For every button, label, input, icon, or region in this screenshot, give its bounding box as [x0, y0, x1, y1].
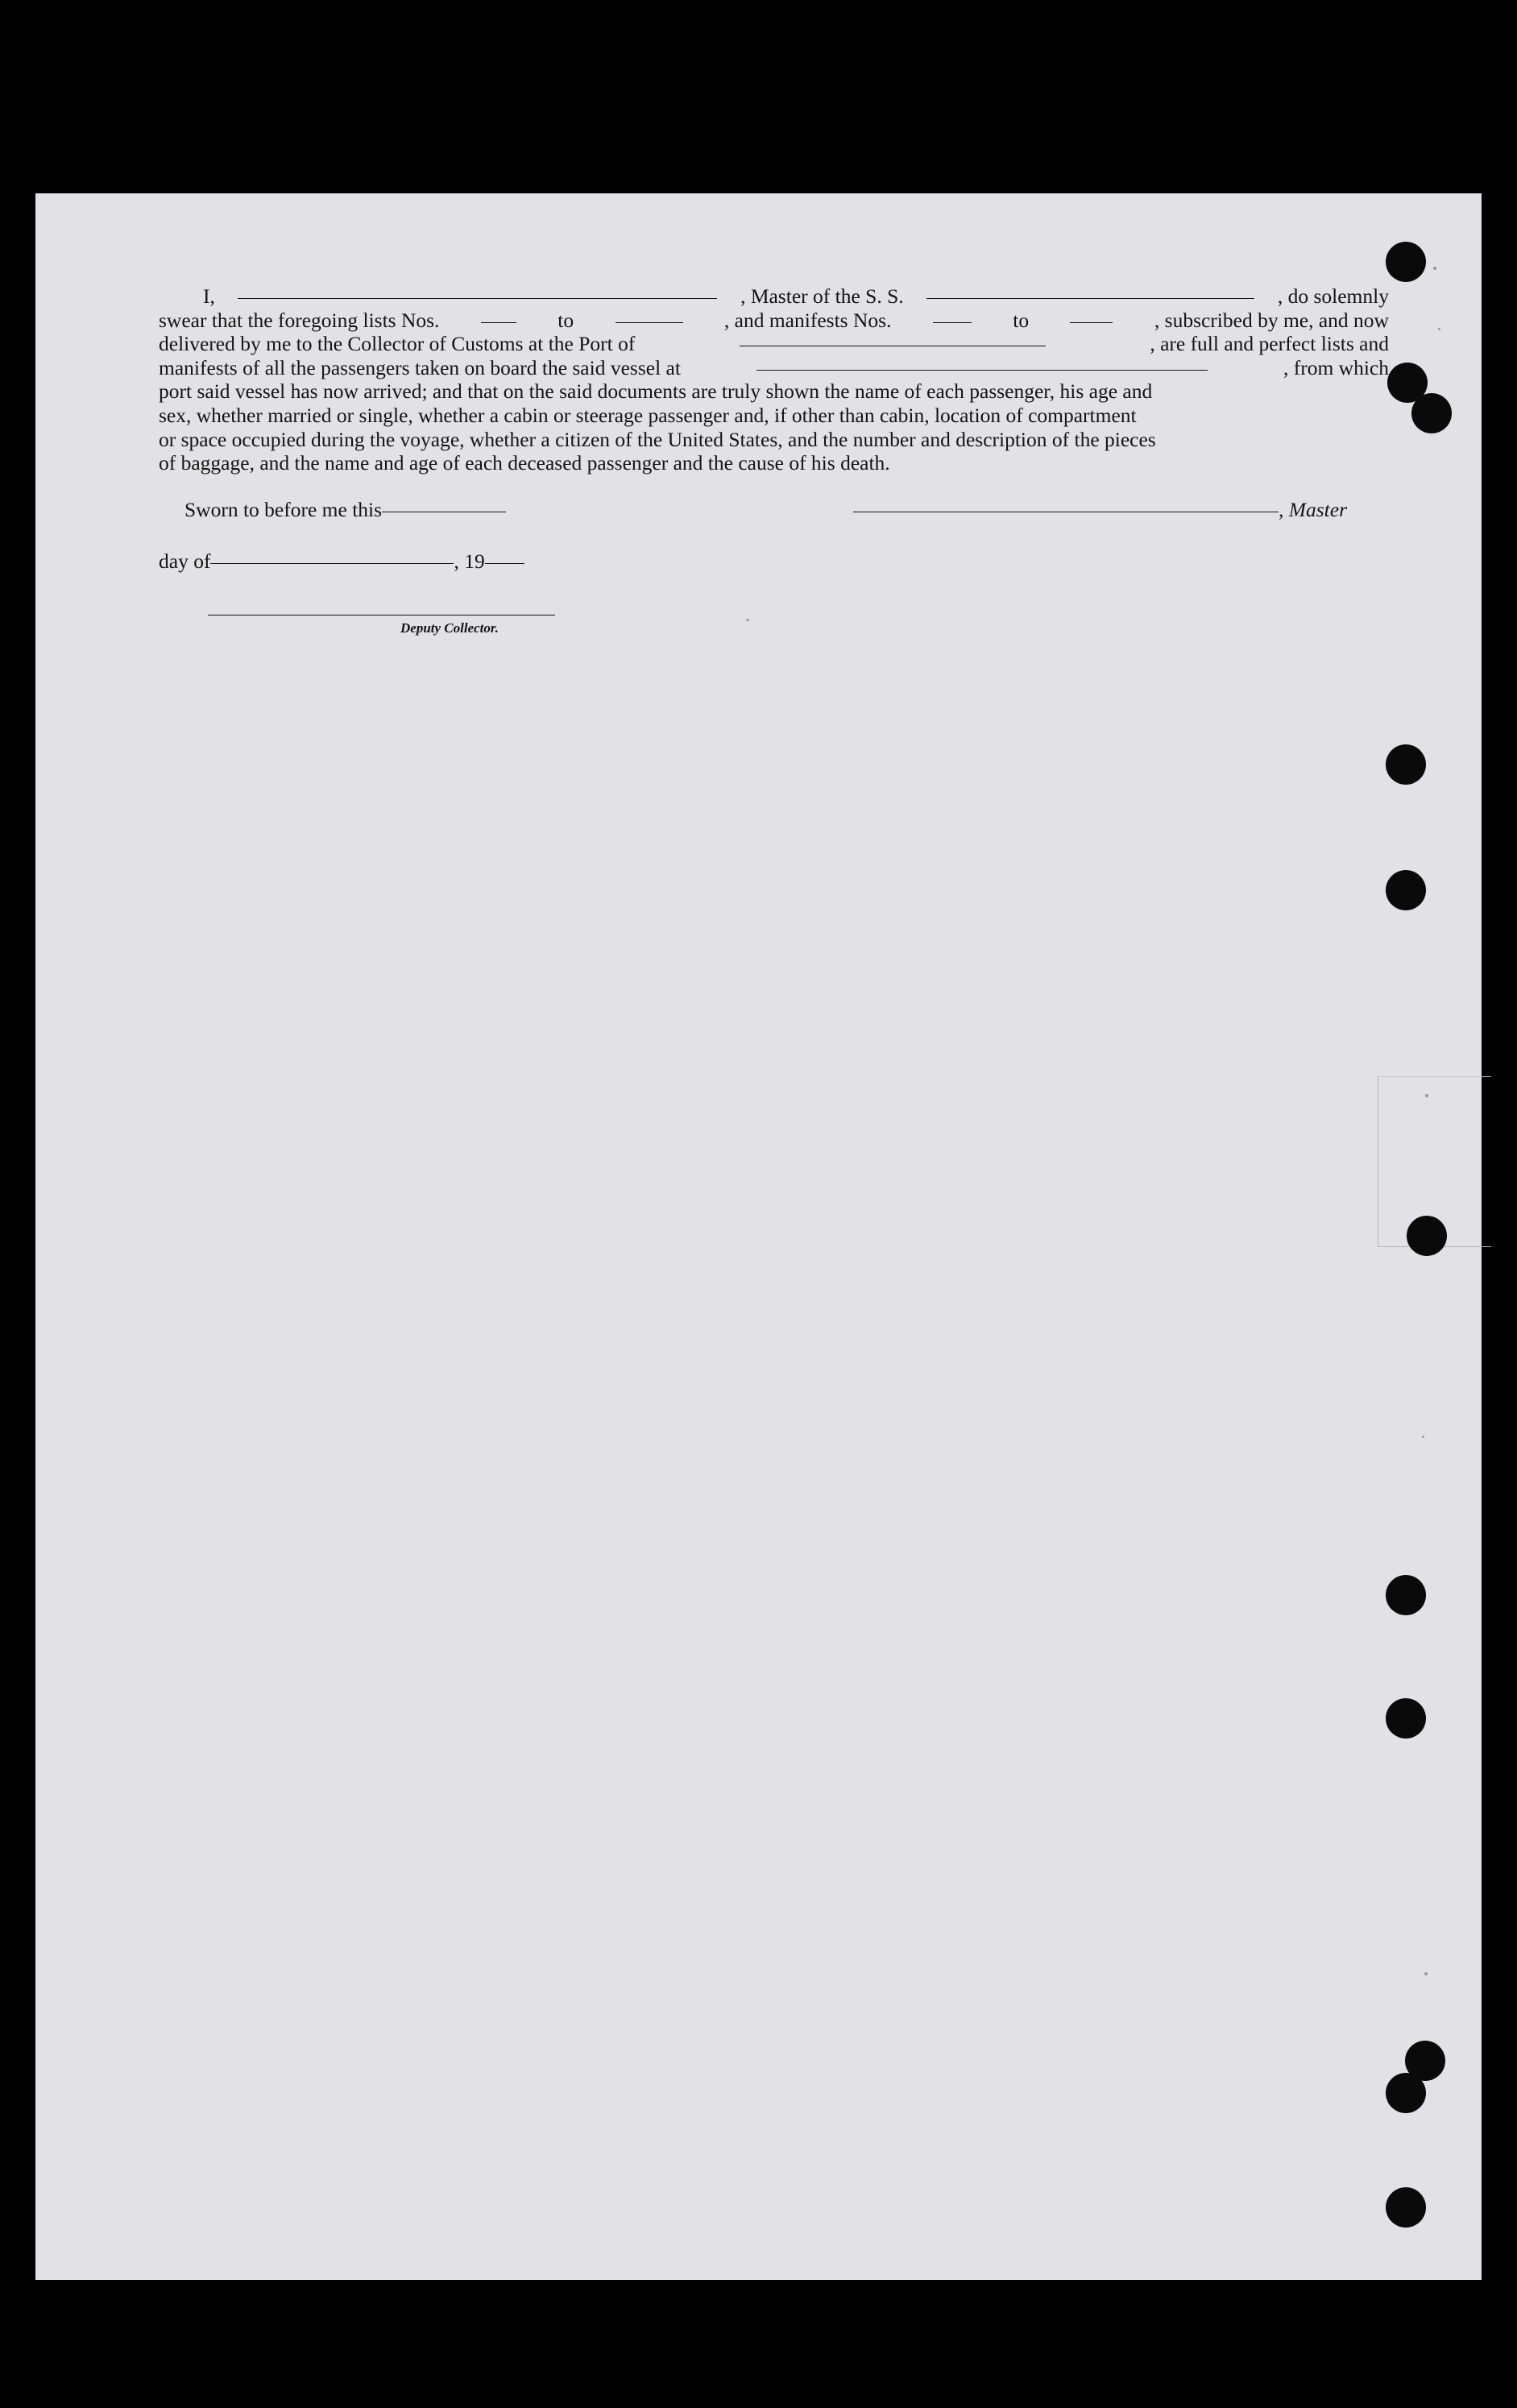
oath-line-5: [159, 379, 1389, 404]
oath-text: , do solemnly: [1277, 284, 1389, 308]
speck: [1424, 1972, 1428, 1975]
sworn-label: Sworn to before me this: [184, 498, 383, 521]
punch-hole: [1407, 1216, 1447, 1256]
speck: [1433, 267, 1436, 270]
master-signature-row: [853, 498, 1347, 522]
master-name-blank[interactable]: [238, 297, 717, 299]
punch-hole: [1386, 1575, 1426, 1615]
oath-line-7: [159, 428, 1389, 452]
year-prefix: , 19: [454, 549, 485, 573]
speck: [1425, 1094, 1428, 1097]
manifests-from-blank[interactable]: [933, 321, 972, 323]
punch-hole: [1386, 2187, 1426, 2228]
oath-text: or space occupied during the voyage, whether a citizen of the United States, and the number and description of the pieces: [159, 427, 1156, 451]
oath-line-8: [159, 451, 1389, 475]
oath-text: port said vessel has now arrived; and that on the said documents are truly shown the name of each passenger, his age and: [159, 379, 1153, 404]
oath-text: , from which: [1283, 355, 1389, 379]
lists-from-blank[interactable]: [481, 321, 516, 323]
manifests-to-blank[interactable]: [1070, 321, 1113, 323]
oath-text: sex, whether married or single, whether a cabin or steerage passenger and, if other than cabin, location of compartment: [159, 403, 1137, 427]
punch-hole: [1386, 2073, 1426, 2113]
oath-line-3: [159, 332, 1389, 356]
oath-paragraph: [159, 284, 1389, 475]
punch-hole: [1386, 242, 1426, 282]
oath-text: swear that the foregoing lists Nos.: [159, 308, 440, 332]
oath-line-4: [159, 356, 1389, 380]
speck: [746, 619, 749, 621]
sworn-row: [184, 498, 506, 522]
speck: [1422, 1436, 1424, 1438]
punch-hole: [1386, 870, 1426, 910]
oath-text: delivered by me to the Collector of Customs at the Port of: [159, 332, 636, 356]
embark-port-blank[interactable]: [756, 369, 1208, 371]
master-signature-blank[interactable]: [853, 511, 1279, 512]
oath-text: to: [1013, 308, 1030, 332]
punch-hole: [1386, 744, 1426, 785]
day-of-row: [159, 549, 524, 574]
master-label: , Master: [1279, 498, 1347, 521]
oath-text: to: [557, 308, 574, 332]
speck: [1438, 328, 1440, 330]
punch-hole: [1411, 393, 1452, 433]
deputy-collector-label: Deputy Collector.: [400, 620, 499, 636]
oath-text: manifests of all the passengers taken on board the said vessel at: [159, 355, 681, 379]
oath-text: of baggage, and the name and age of each deceased passenger and the cause of his death.: [159, 451, 890, 475]
vessel-name-blank[interactable]: [926, 297, 1254, 299]
form-sheet: [35, 193, 1482, 2280]
oath-text: , Master of the S. S.: [740, 284, 904, 308]
oath-line-6: [159, 404, 1389, 428]
port-blank[interactable]: [740, 345, 1046, 346]
oath-text: , are full and perfect lists and: [1150, 332, 1389, 356]
punch-hole: [1386, 1698, 1426, 1739]
oath-text: , subscribed by me, and now: [1154, 308, 1389, 332]
oath-line-1: [159, 284, 1389, 309]
day-of-label: day of: [159, 549, 211, 573]
oath-line-2: [159, 309, 1389, 333]
oath-text: , and manifests Nos.: [723, 308, 892, 332]
year-blank[interactable]: [485, 562, 524, 564]
lists-to-blank[interactable]: [616, 321, 683, 323]
month-blank[interactable]: [210, 562, 454, 564]
sworn-date-blank[interactable]: [382, 511, 506, 512]
oath-text: I,: [203, 284, 215, 308]
